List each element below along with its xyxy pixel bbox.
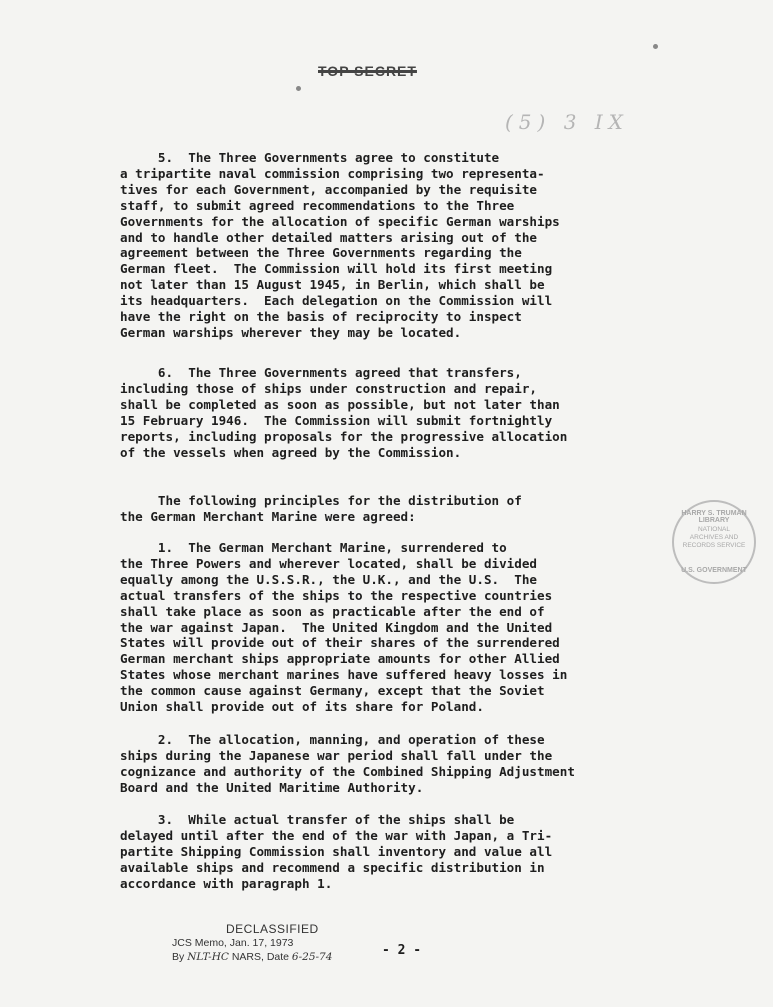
merchant-marine-intro: The following principles for the distribution of the German Merchant Marine were agreed: <box>120 493 522 524</box>
stamp-inner-text: NATIONAL ARCHIVES AND RECORDS SERVICE <box>682 526 746 549</box>
page-number: - 2 - <box>382 943 422 958</box>
stamp-ring-top: HARRY S. TRUMAN LIBRARY <box>681 510 747 524</box>
handwritten-reference-note: (5) 3 IX <box>505 110 629 134</box>
declassification-stamp <box>172 922 332 964</box>
merchant-paragraph-3: 3. While actual transfer of the ships shall be delayed until after the end of the war with Japan, a Tri- partite Shipping Commission shall inventory and value all available ships and recommend a specific distribution in accordance with paragraph 1. <box>120 812 553 891</box>
scan-speck <box>653 44 658 49</box>
declassified-title: DECLASSIFIED <box>226 922 319 936</box>
stamp-ring-bottom: U.S. GOVERNMENT <box>681 567 747 574</box>
truman-library-stamp <box>672 500 756 584</box>
merchant-paragraph-1: 1. The German Merchant Marine, surrendered to the Three Powers and wherever located, shall be divided equally among the U.S.S.R., the U.K., and the U.S. The actual transfers of the ships to the respective countries shall take place as soon as practicable after the end of the war against Japan. The United Kingdom and the United States will provide out of their shares of the surrendered German merchant ships appropriate amounts for other Allied States whose merchant marines have suffered heavy losses in the common cause against Germany, except that the Soviet Union shall provide out of its share for Poland. <box>120 540 568 715</box>
nars-date-label: NARS, Date <box>231 951 289 963</box>
paragraph-5-naval-commission: 5. The Three Governments agree to constitute a tripartite naval commission comprising two representa- tives for each Government, accompanied by the requisite staff, to submit agreed recommendations to the Three Governments for the allocation of specific German warships and to handle other detailed matters arising out of the agreement between the Three Governments regarding the German fleet. The Commission will hold its first meeting not later than 15 August 1945, in Berlin, which shall be its headquarters. Each delegation on the Commission will have the right on the basis of reciprocity to inspect German warships wherever they may be located. <box>120 150 560 340</box>
by-label: By <box>172 951 185 963</box>
by-initials: NLT-HC <box>187 951 229 963</box>
classification-marking: TOP SECRET <box>318 63 417 79</box>
declassified-date: 6-25-74 <box>291 951 333 963</box>
merchant-paragraph-2: 2. The allocation, manning, and operation of these ships during the Japanese war period shall fall under the cognizance and authority of the Combined Shipping Adjustment Board and the United Maritime Authority. <box>120 732 575 795</box>
paragraph-6-transfers: 6. The Three Governments agreed that transfers, including those of ships under construction and repair, shall be completed as soon as possible, but not later than 15 February 1946. The Commission will submit fortnightly reports, including proposals for the progressive allocation of the vessels when agreed by the Commission. <box>120 365 568 460</box>
declassified-authority: JCS Memo, Jan. 17, 1973 <box>172 937 294 949</box>
declassified-by-line <box>172 950 332 964</box>
scan-speck <box>296 86 301 91</box>
